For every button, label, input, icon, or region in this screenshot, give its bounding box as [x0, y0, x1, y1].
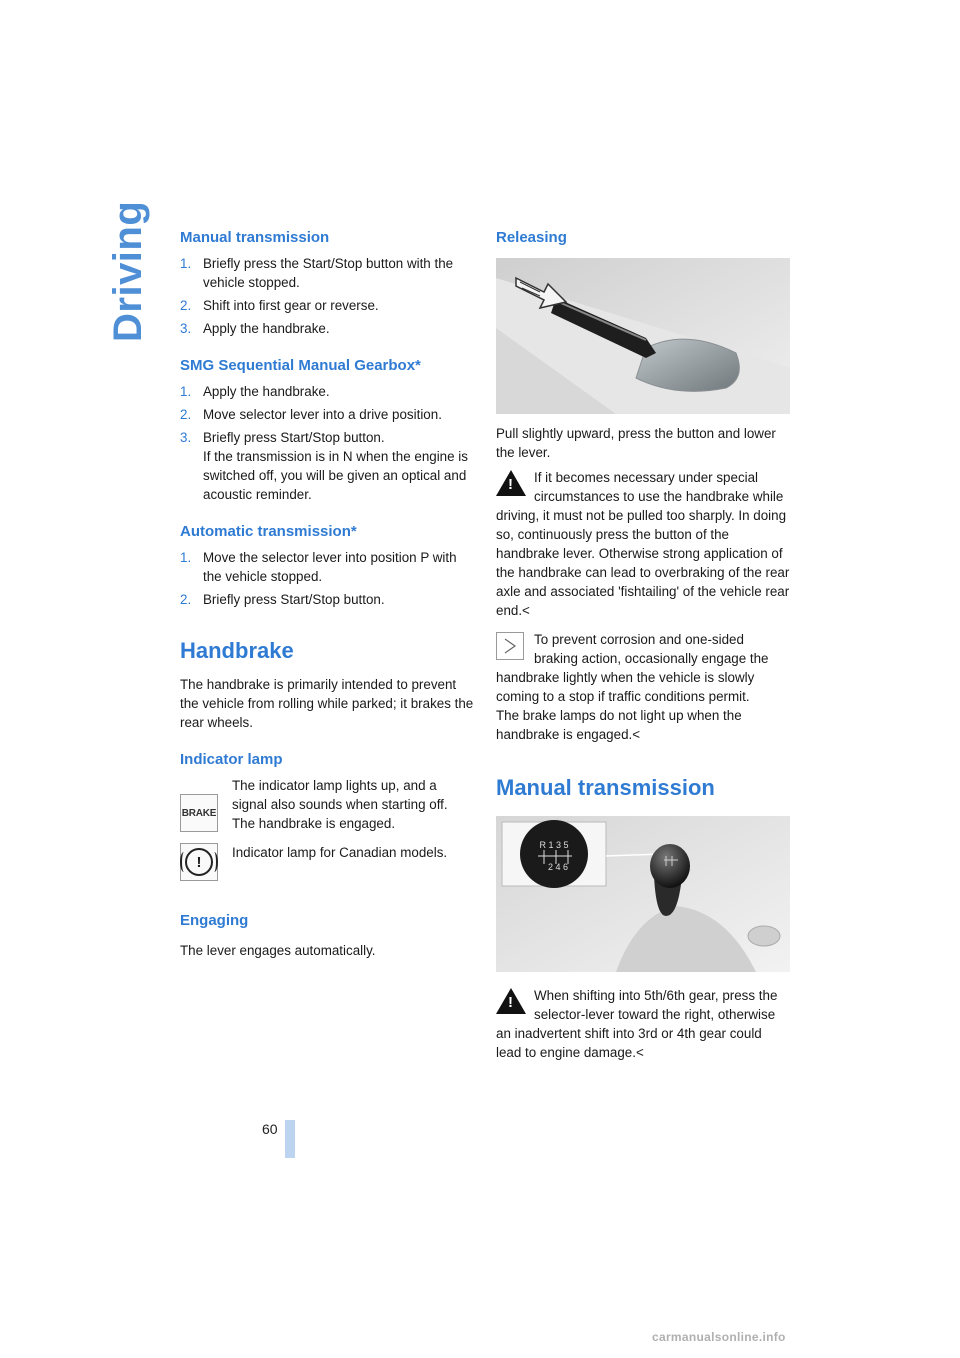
- gear-pattern-top: R 1 3 5: [539, 840, 569, 850]
- handbrake-photo: [496, 258, 790, 414]
- page-marker-bar: [285, 1120, 295, 1158]
- gear-lever-illustration: [496, 816, 790, 972]
- list-item: 1. Briefly press the Start/Stop button with the vehicle stopped.: [180, 256, 454, 290]
- list-item: 2. Move selector lever into a drive position.: [180, 407, 442, 422]
- list-item: 2. Shift into first gear or reverse.: [180, 298, 379, 313]
- note-arrow-icon: [496, 632, 526, 662]
- list-item: 3. Apply the handbrake.: [180, 321, 330, 336]
- list-item: 3. Briefly press Start/Stop button. If the transmission is in N when the engine is switched off, you will be given an optical and acoustic reminder.: [180, 430, 468, 502]
- watermark: carmanualsonline.info: [652, 1330, 786, 1344]
- warning-icon: !: [496, 988, 526, 1018]
- engaging-text: The lever engages automatically.: [180, 943, 376, 958]
- section-tab: [100, 200, 156, 342]
- canada-lamp-row: [180, 843, 474, 893]
- warning-icon: !: [496, 470, 526, 500]
- releasing-heading: Releasing: [496, 229, 567, 246]
- engaging-heading: Engaging: [180, 912, 249, 929]
- automatic-heading: Automatic transmission*: [180, 523, 357, 540]
- smg-steps: [180, 382, 474, 504]
- manual-transmission-heading: Manual transmission: [180, 229, 330, 246]
- indicator-heading: Indicator lamp: [180, 751, 283, 768]
- smg-heading: SMG Sequential Manual Gearbox*: [180, 357, 421, 374]
- canada-lamp-text: Indicator lamp for Canadian models.: [232, 845, 448, 860]
- left-column: [180, 228, 474, 960]
- shift-warning: ! When shifting into 5th/6th gear, press the selector-lever toward the right, otherwise an inadvertent shift into 3rd or 4th gear could lead to engine damage.<: [496, 988, 778, 1060]
- releasing-text: Pull slightly upward, press the button and lower the lever.: [496, 426, 776, 460]
- list-item: 1. Apply the handbrake.: [180, 384, 330, 399]
- right-column: [496, 228, 790, 1062]
- gear-pattern-bottom: 2 4 6: [547, 862, 569, 872]
- brake-lamp-text: The indicator lamp lights up, and a signal also sounds when starting off. The handbrake is engaged.: [232, 778, 448, 831]
- list-item: 1. Move the selector lever into position P with the vehicle stopped.: [180, 550, 457, 584]
- handbrake-intro: The handbrake is primarily intended to prevent the vehicle from rolling while parked; it brakes the rear wheels.: [180, 677, 474, 730]
- brake-lamp-row: [180, 776, 474, 833]
- manual-transmission-heading-2: Manual transmission: [496, 775, 715, 800]
- releasing-note: To prevent corrosion and one-sided braking action, occasionally engage the handbrake lightly when the vehicle is slowly coming to a stop if traffic conditions permit. The brake lamps do not light up when the handbrake is engaged.<: [496, 632, 769, 742]
- handbrake-heading: Handbrake: [180, 638, 294, 663]
- smg-step3-extra: If the transmission is in N when the engine is switched off, you will be given an optical and acoustic reminder.: [203, 449, 468, 502]
- page-number: 60: [262, 1121, 278, 1137]
- gear-lever-photo: [496, 816, 790, 972]
- brake-lamp-icon: BRAKE: [180, 794, 218, 832]
- section-tab-label: Driving: [106, 200, 150, 342]
- exclamation-lamp-icon: !: [180, 843, 218, 881]
- list-item: 2. Briefly press Start/Stop button.: [180, 592, 385, 607]
- releasing-warning: ! If it becomes necessary under special circumstances to use the handbrake while driving, it must not be pulled too sharply. In doing so, continuously press the button of the handbrake lever. Otherwise strong application of the handbrake can lead to overbraking of the rear axle and associated 'fishtailing' of the vehicle rear end.<: [496, 470, 790, 618]
- automatic-steps: [180, 548, 474, 609]
- manual-steps: [180, 254, 474, 338]
- handbrake-illustration: [496, 258, 790, 414]
